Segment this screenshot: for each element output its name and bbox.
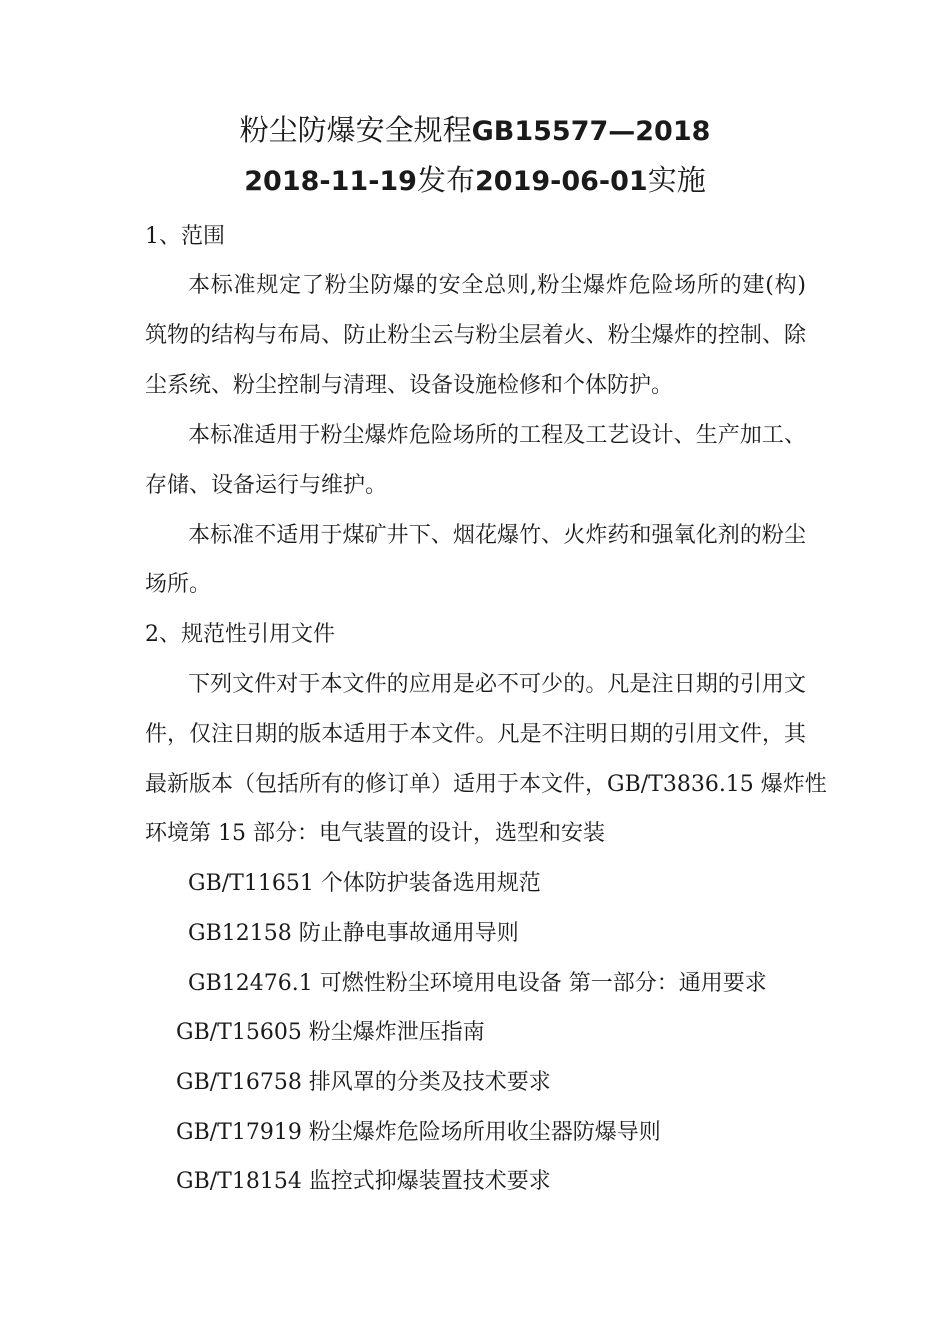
title-chinese: 粉尘防爆安全规程 <box>239 113 472 147</box>
effective-label: 实施 <box>647 163 706 197</box>
paragraph-line: 件，仅注日期的版本适用于本文件。凡是不注明日期的引用文件，其 <box>145 722 806 747</box>
paragraph-line: 本标准不适用于煤矿井下、烟花爆竹、火炸药和强氧化剂的粉尘 <box>188 523 806 548</box>
reference-item: GB/T15605 粉尘爆炸泄压指南 <box>176 1020 485 1045</box>
standard-code: GB15577—2018 <box>471 116 711 147</box>
paragraph-line: 筑物的结构与布局、防止粉尘云与粉尘层着火、粉尘爆炸的控制、除 <box>145 323 806 348</box>
paragraph-line: 场所。 <box>145 572 212 597</box>
reference-item: GB/T11651 个体防护装备选用规范 <box>188 871 541 896</box>
reference-item: GB/T17919 粉尘爆炸危险场所用收尘器防爆导则 <box>176 1120 661 1145</box>
paragraph-line: 下列文件对于本文件的应用是必不可少的。凡是注日期的引用文 <box>188 672 806 697</box>
publication-dates <box>0 160 950 202</box>
paragraph-line: 存储、设备运行与维护。 <box>145 473 388 498</box>
reference-item: GB/T16758 排风罩的分类及技术要求 <box>176 1070 551 1095</box>
paragraph-line: 本标准适用于粉尘爆炸危险场所的工程及工艺设计、生产加工、 <box>188 423 806 448</box>
paragraph-line: 尘系统、粉尘控制与清理、设备设施检修和个体防护。 <box>145 373 674 398</box>
paragraph-line: 最新版本（包括所有的修订单）适用于本文件，GB/T3836.15 爆炸性 <box>145 772 827 797</box>
reference-item: GB/T18154 监控式抑爆装置技术要求 <box>176 1169 551 1194</box>
section-heading-normative-references: 2、规范性引用文件 <box>145 622 335 647</box>
release-label: 发布 <box>416 163 475 197</box>
reference-item: GB12476.1 可燃性粉尘环境用电设备 第一部分：通用要求 <box>188 971 767 996</box>
release-date: 2018-11-19 <box>244 166 417 197</box>
section-heading-scope: 1、范围 <box>145 224 225 249</box>
paragraph-line: 本标准规定了粉尘防爆的安全总则,粉尘爆炸危险场所的建(构) <box>188 273 806 298</box>
effective-date: 2019-06-01 <box>475 166 648 197</box>
reference-item: GB12158 防止静电事故通用导则 <box>188 921 519 946</box>
document-title <box>0 110 950 152</box>
paragraph-line: 环境第 15 部分：电气装置的设计，选型和安装 <box>145 821 605 846</box>
